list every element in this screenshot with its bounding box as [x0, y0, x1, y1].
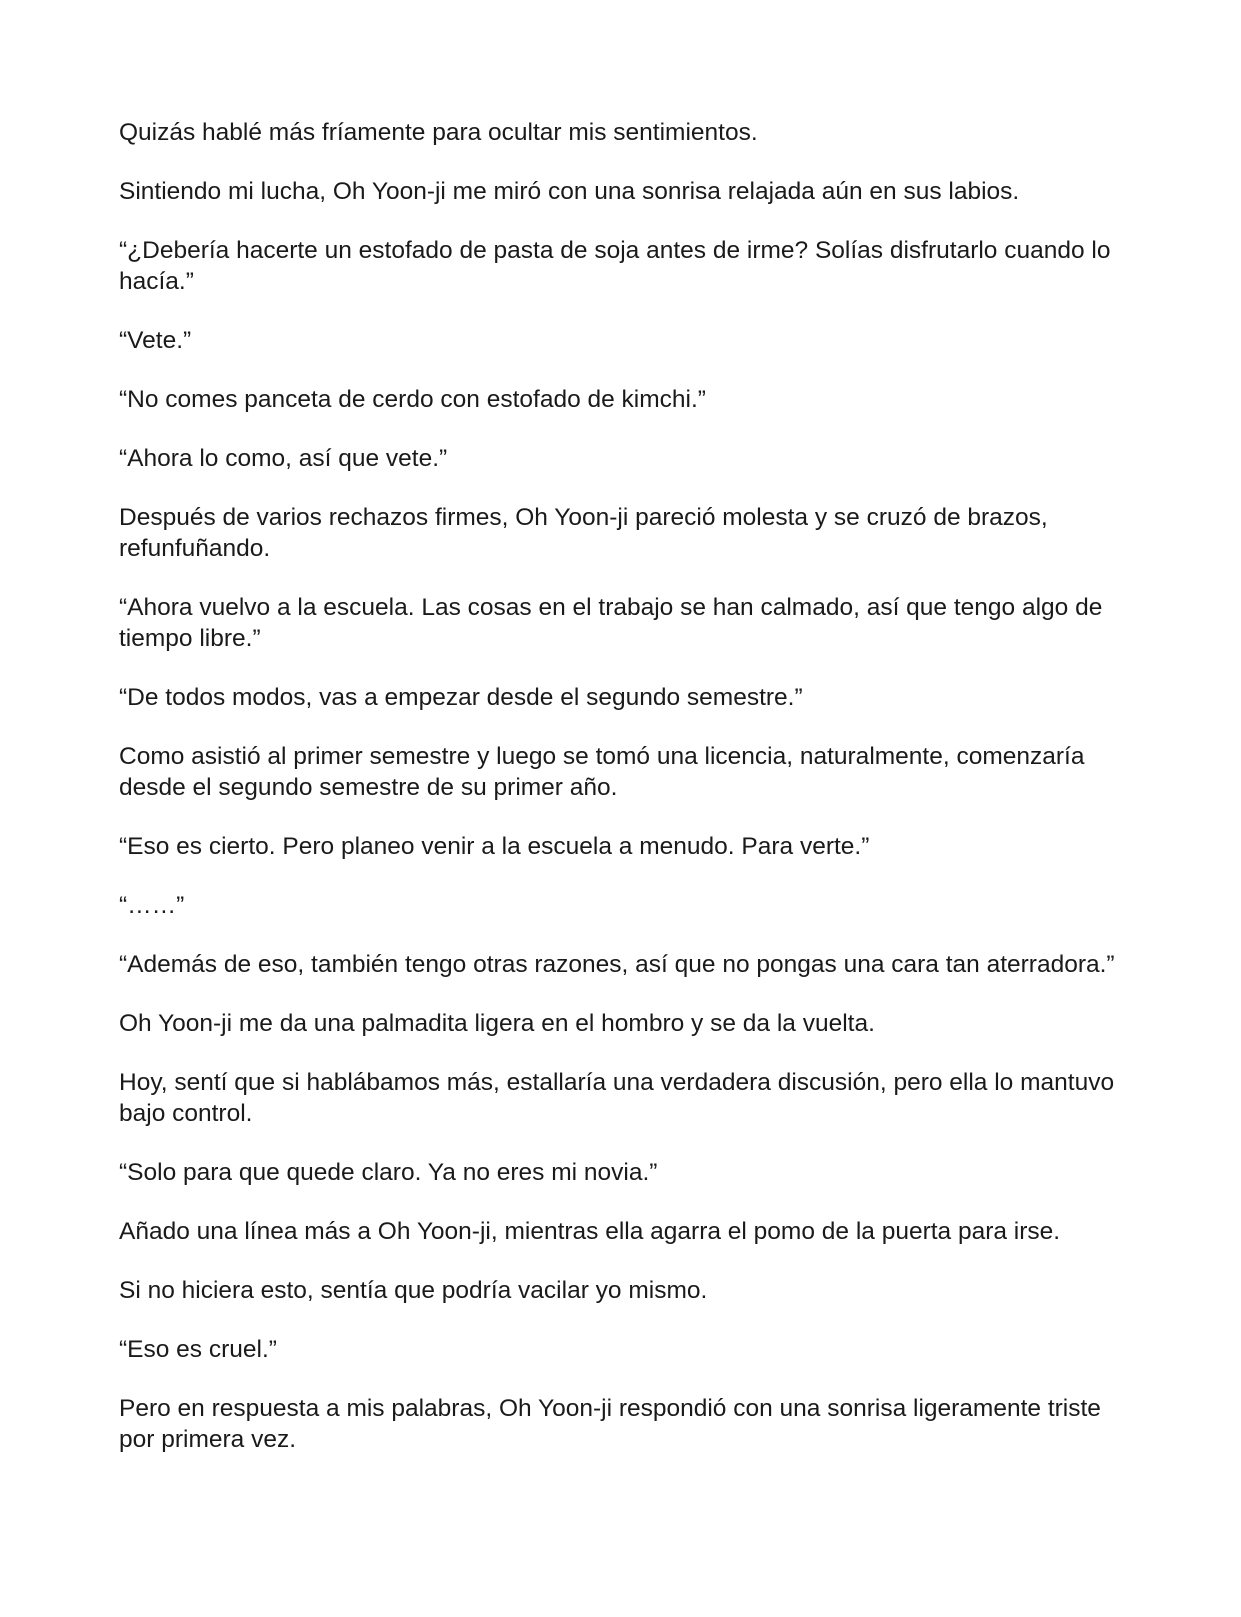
- paragraph: “Vete.”: [119, 327, 192, 354]
- paragraph: “De todos modos, vas a empezar desde el segundo semestre.”: [119, 684, 803, 711]
- paragraph: “¿Debería hacerte un estofado de pasta de soja antes de irme? Solías disfrutarlo cuando lo hacía.”: [119, 237, 1111, 295]
- paragraph: “Ahora lo como, así que vete.”: [119, 445, 448, 472]
- paragraph: Después de varios rechazos firmes, Oh Yoon-ji pareció molesta y se cruzó de brazos, refunfuñando.: [119, 504, 1048, 562]
- paragraph: Añado una línea más a Oh Yoon-ji, mientras ella agarra el pomo de la puerta para irse.: [119, 1218, 1061, 1245]
- paragraph: “Eso es cruel.”: [119, 1336, 277, 1363]
- paragraph: “Ahora vuelvo a la escuela. Las cosas en el trabajo se han calmado, así que tengo algo de tiempo libre.”: [119, 594, 1103, 652]
- paragraph: “Solo para que quede claro. Ya no eres mi novia.”: [119, 1159, 658, 1186]
- paragraph: Hoy, sentí que si hablábamos más, estallaría una verdadera discusión, pero ella lo mantuvo bajo control.: [119, 1069, 1115, 1127]
- paragraph: Sintiendo mi lucha, Oh Yoon-ji me miró con una sonrisa relajada aún en sus labios.: [119, 178, 1020, 205]
- paragraph: “Además de eso, también tengo otras razones, así que no pongas una cara tan aterradora.”: [119, 951, 1115, 978]
- paragraph: Como asistió al primer semestre y luego se tomó una licencia, naturalmente, comenzaría desde el segundo semestre de su primer año.: [119, 743, 1085, 801]
- paragraph: Oh Yoon-ji me da una palmadita ligera en el hombro y se da la vuelta.: [119, 1010, 875, 1037]
- paragraph: “No comes panceta de cerdo con estofado de kimchi.”: [119, 386, 706, 413]
- paragraph: Si no hiciera esto, sentía que podría vacilar yo mismo.: [119, 1277, 708, 1304]
- paragraph: Quizás hablé más fríamente para ocultar mis sentimientos.: [119, 119, 758, 146]
- paragraph: “……”: [119, 892, 185, 919]
- paragraph: “Eso es cierto. Pero planeo venir a la escuela a menudo. Para verte.”: [119, 833, 870, 860]
- paragraph: Pero en respuesta a mis palabras, Oh Yoon-ji respondió con una sonrisa ligeramente triste por primera vez.: [119, 1395, 1101, 1453]
